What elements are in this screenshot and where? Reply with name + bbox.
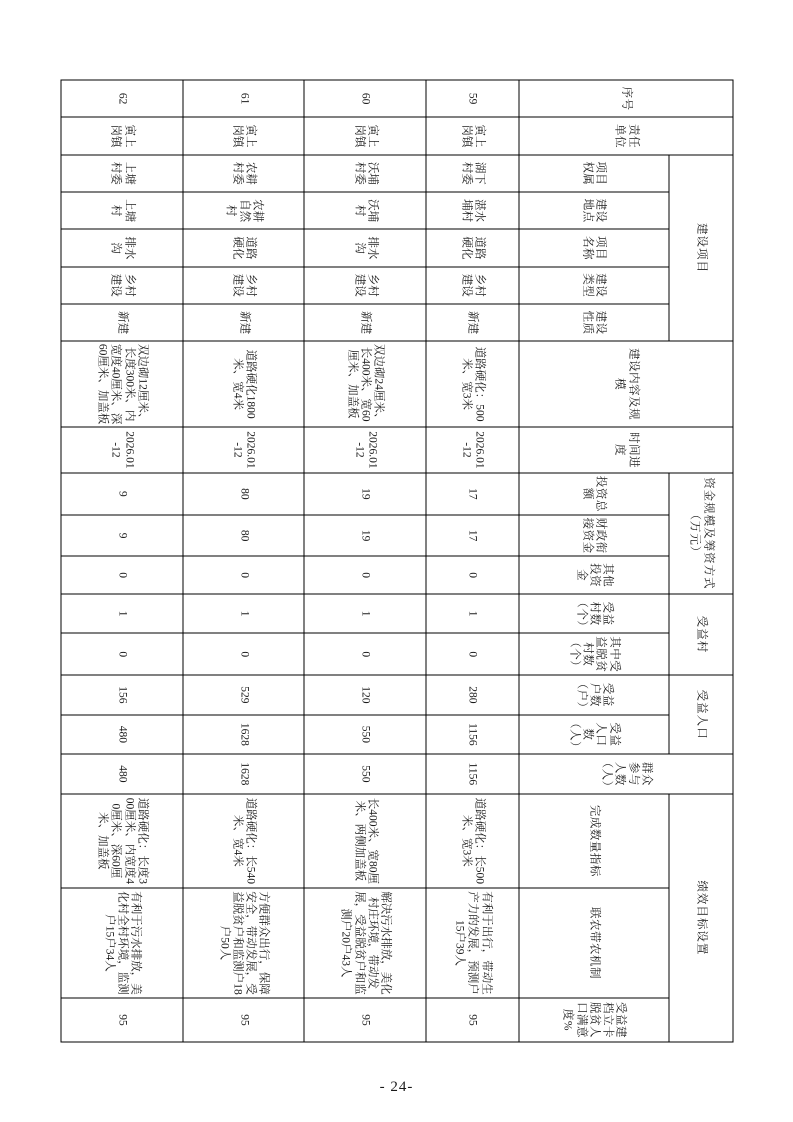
cell-effect: 解决污水排放，美化村庄环境，带动发展，受益脱贫户和监测户20户43人: [304, 888, 426, 998]
table-row: [304, 80, 426, 1042]
cell-satisfaction: 95: [425, 998, 518, 1042]
table-sub-header-row: [518, 80, 668, 1042]
cell-participants: 480: [61, 754, 183, 794]
header-other: 其他投资金: [518, 556, 668, 593]
cell-fiscal: 17: [425, 515, 518, 557]
header-seq: 序号: [518, 80, 732, 117]
cell-villages: 1: [61, 594, 183, 634]
cell-total: 80: [182, 473, 304, 515]
cell-quantity: 道路硬化：长500米、宽3米: [425, 794, 518, 888]
cell-owner: 湖下村委: [425, 155, 518, 192]
cell-seq: 60: [304, 80, 426, 117]
cell-villages: 1: [425, 594, 518, 634]
cell-site: 农耕自然村: [182, 192, 304, 229]
cell-total: 17: [425, 473, 518, 515]
cell-scale: 双边砌12厘米、长度300米、内宽度40厘米、深60厘米、加盖板: [61, 341, 183, 427]
header-group-funding: 资金规模及筹资方式（万元）: [668, 473, 732, 594]
header-group-performance: 绩效目标设置: [668, 794, 732, 1042]
cell-schedule: 2026.01-12: [61, 427, 183, 473]
cell-type: 乡村建设: [182, 267, 304, 304]
cell-other: 0: [304, 556, 426, 593]
header-nature: 建设性质: [518, 304, 668, 341]
cell-unit: 寅上岗镇: [61, 117, 183, 154]
cell-effect: 有利于出行，带动生产力的发展，预测户15户39人: [425, 888, 518, 998]
cell-quantity: 道路硬化：长度300厘米、内宽度40厘米、深60厘米、加盖板: [61, 794, 183, 888]
cell-seq: 61: [182, 80, 304, 117]
cell-population: 550: [304, 715, 426, 755]
cell-site: 沃埔村: [304, 192, 426, 229]
cell-unit: 寅上岗镇: [304, 117, 426, 154]
cell-satisfaction: 95: [182, 998, 304, 1042]
cell-owner: 沃埔村委: [304, 155, 426, 192]
header-group-benefit-population: 受益人口: [668, 675, 732, 754]
cell-schedule: 2026.01-12: [304, 427, 426, 473]
header-group-project: 建设项目: [668, 155, 732, 342]
cell-unit: 寅上岗镇: [425, 117, 518, 154]
cell-total: 19: [304, 473, 426, 515]
cell-site: 湛水埔村: [425, 192, 518, 229]
header-owner: 项目权属: [518, 155, 668, 192]
cell-effect: 有利于污水排放，美化村全村环境，监测户15户34人: [61, 888, 183, 998]
header-scale: 建设内容及规模: [518, 341, 732, 427]
header-households: 受益户数（户）: [518, 675, 668, 715]
cell-site: 上塘村: [61, 192, 183, 229]
cell-villages: 1: [304, 594, 426, 634]
cell-type: 乡村建设: [425, 267, 518, 304]
cell-quantity: 道路硬化：长540米、宽4米: [182, 794, 304, 888]
cell-scale: 双边砌24厘米、长400米、宽60厘米、加盖板: [304, 341, 426, 427]
cell-nature: 新建: [304, 304, 426, 341]
cell-quantity: 长400米、宽80厘米、两侧加盖板: [304, 794, 426, 888]
cell-participants: 550: [304, 754, 426, 794]
header-population: 受益人口数（人）: [518, 715, 668, 755]
cell-households: 280: [425, 675, 518, 715]
cell-seq: 59: [425, 80, 518, 117]
cell-total: 9: [61, 473, 183, 515]
header-type: 建设类型: [518, 267, 668, 304]
cell-scale: 道路硬化：500米、宽3米: [425, 341, 518, 427]
cell-unit: 寅上岗镇: [182, 117, 304, 154]
cell-schedule: 2026.01-12: [182, 427, 304, 473]
cell-population: 1156: [425, 715, 518, 755]
cell-poor-villages: 0: [61, 633, 183, 675]
cell-participants: 1156: [425, 754, 518, 794]
cell-other: 0: [61, 556, 183, 593]
cell-name: 排水沟: [304, 229, 426, 266]
cell-nature: 新建: [182, 304, 304, 341]
table-row: [182, 80, 304, 1042]
cell-owner: 农耕村委: [182, 155, 304, 192]
cell-poor-villages: 0: [182, 633, 304, 675]
cell-population: 480: [61, 715, 183, 755]
cell-owner: 上塘村委: [61, 155, 183, 192]
header-effect: 联农带农机制: [518, 888, 668, 998]
cell-satisfaction: 95: [304, 998, 426, 1042]
cell-type: 乡村建设: [304, 267, 426, 304]
table-group-header-row: [668, 80, 732, 1042]
cell-nature: 新建: [61, 304, 183, 341]
cell-poor-villages: 0: [304, 633, 426, 675]
header-satisfaction: 受益建档立卡脱贫人口满意度%: [518, 998, 668, 1042]
header-total: 投资总额: [518, 473, 668, 515]
table-row: [425, 80, 518, 1042]
header-group-benefit-village: 受益村: [668, 594, 732, 675]
cell-other: 0: [425, 556, 518, 593]
header-quantity: 完成数量指标: [518, 794, 668, 888]
cell-fiscal: 19: [304, 515, 426, 557]
table-row: [61, 80, 183, 1042]
cell-nature: 新建: [425, 304, 518, 341]
cell-fiscal: 80: [182, 515, 304, 557]
cell-effect: 方便群众出行，保障安全，带动发展，受益脱贫户和监测户18户50人: [182, 888, 304, 998]
page-number: - 24-: [379, 1079, 414, 1095]
cell-scale: 道路硬化1800米、宽4米: [182, 341, 304, 427]
project-plan-table: [60, 80, 733, 1043]
cell-schedule: 2026.01-12: [425, 427, 518, 473]
cell-satisfaction: 95: [61, 998, 183, 1042]
cell-name: 排水沟: [61, 229, 183, 266]
cell-type: 乡村建设: [61, 267, 183, 304]
header-villages: 受益村数（个）: [518, 594, 668, 634]
cell-households: 156: [61, 675, 183, 715]
cell-poor-villages: 0: [425, 633, 518, 675]
cell-participants: 1628: [182, 754, 304, 794]
cell-households: 120: [304, 675, 426, 715]
cell-fiscal: 9: [61, 515, 183, 557]
header-fiscal: 财政衔接资金: [518, 515, 668, 557]
cell-name: 道路硬化: [425, 229, 518, 266]
header-participants: 群众参与人数（人）: [518, 754, 732, 794]
cell-name: 道路硬化: [182, 229, 304, 266]
cell-villages: 1: [182, 594, 304, 634]
header-unit: 责任单位: [518, 117, 732, 154]
header-schedule: 时间进度: [518, 427, 732, 473]
header-site: 建设地点: [518, 192, 668, 229]
cell-households: 529: [182, 675, 304, 715]
header-name: 项目名称: [518, 229, 668, 266]
cell-other: 0: [182, 556, 304, 593]
cell-population: 1628: [182, 715, 304, 755]
rotated-table-inner: [60, 80, 733, 1043]
cell-seq: 62: [61, 80, 183, 117]
header-poor-villages: 其中受益脱贫村数（个）: [518, 633, 668, 675]
